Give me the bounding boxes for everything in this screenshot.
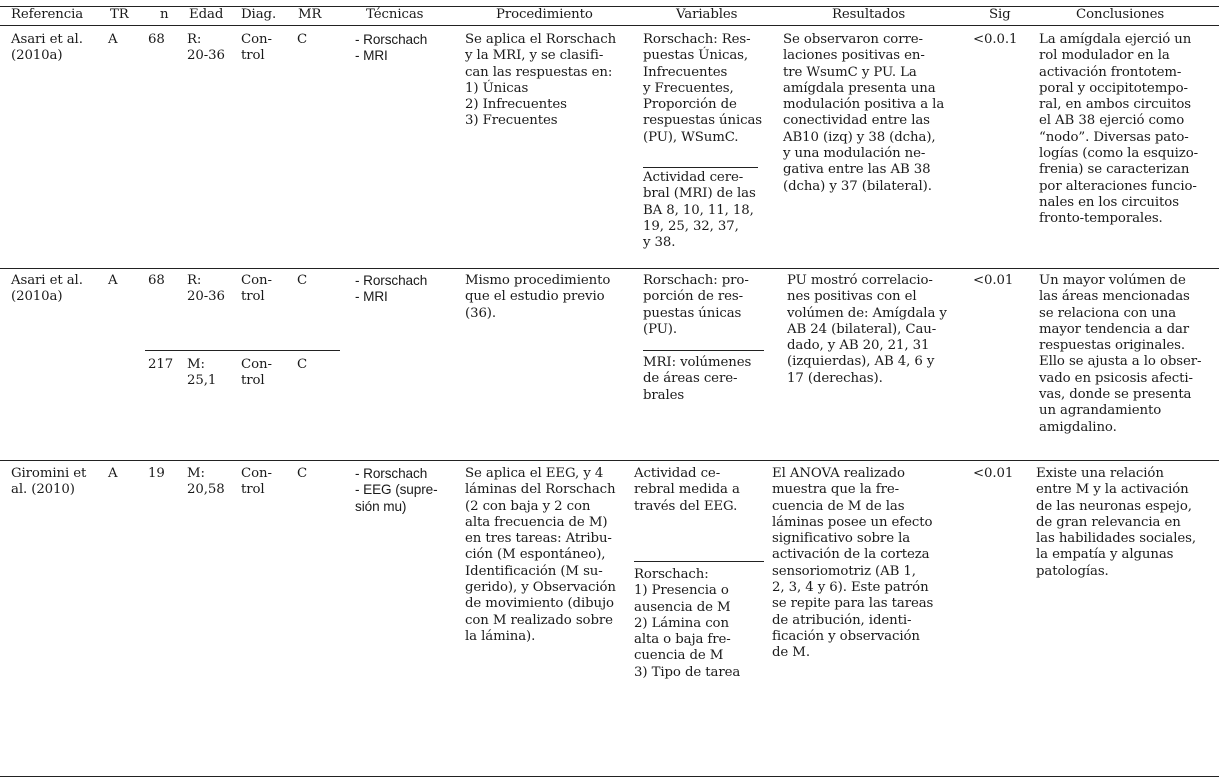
table-row-3-referencia: Giromini et al. (2010) bbox=[11, 466, 87, 498]
table-row-3-variables-a: Actividad ce- rebral medida a través del EEG. bbox=[634, 466, 740, 514]
table-row-1-sig: <0.0.1 bbox=[973, 32, 1018, 47]
table-row-3-n: 19 bbox=[148, 466, 165, 481]
table-row-2-variables-a: Rorschach: pro- porción de res- puestas únicas (PU). bbox=[643, 273, 749, 337]
table-row-1-n: 68 bbox=[148, 32, 165, 47]
table-row-3-edad: M: 20,58 bbox=[187, 466, 225, 498]
table-row-1-edad: R: 20-36 bbox=[187, 32, 225, 64]
table-row-3-sig: <0.01 bbox=[973, 466, 1014, 481]
header-tr: TR bbox=[110, 7, 129, 22]
table-row-2-edad2: M: 25,1 bbox=[187, 357, 217, 389]
header-mr: MR bbox=[298, 7, 322, 22]
row-2-subrow-rule bbox=[145, 350, 340, 351]
table-row-3-conclusiones: Existe una relación entre M y la activación de las neuronas espejo, de gran relevancia en las habilidades sociales, la empatía y algunas patologías. bbox=[1036, 466, 1196, 579]
table-row-2-n: 68 bbox=[148, 273, 165, 288]
table-row-1-resultados: Se observaron corre- laciones positivas en- tre WsumC y PU. La amígdala presenta una modulación positiva a la conectividad entre las AB10 (izq) y 38 (dcha), y una modulación ne- gativa entre las AB 38 (dcha) y 37 (bilateral). bbox=[783, 32, 945, 194]
table-row-2-diag2: Con- trol bbox=[241, 357, 272, 389]
table-row-3-tecnicas: - Rorschach - EEG (supre- sión mu) bbox=[355, 466, 438, 514]
header-conclusiones: Conclusiones bbox=[1076, 7, 1165, 22]
table-row-3-tr: A bbox=[108, 466, 118, 481]
table-row-2-variables-b: MRI: volúmenes de áreas cere- brales bbox=[643, 355, 752, 403]
table-row-1-diag: Con- trol bbox=[241, 32, 272, 64]
row-3-variables-rule bbox=[634, 561, 764, 562]
header-variables: Variables bbox=[676, 7, 738, 22]
header-sig: Sig bbox=[989, 7, 1011, 22]
header-tecnicas: Técnicas bbox=[366, 7, 424, 22]
row-1-bottom-rule bbox=[0, 268, 1219, 269]
header-n: n bbox=[160, 7, 169, 22]
table-row-3-procedimiento: Se aplica el EEG, y 4 láminas del Rorschach (2 con baja y 2 con alta frecuencia de M) en tres tareas: Atribu- ción (M espontáneo), Identificación (M su- gerido), y Observación de movimiento (dibujo con M realizado sobre la lámina). bbox=[465, 466, 616, 644]
header-bottom-rule bbox=[0, 25, 1219, 26]
table-row-2-referencia: Asari et al. (2010a) bbox=[11, 273, 83, 305]
table-row-3-mr: C bbox=[297, 466, 308, 481]
table-row-2-diag: Con- trol bbox=[241, 273, 272, 305]
table-row-1-procedimiento: Se aplica el Rorschach y la MRI, y se clasifi- can las respuestas en: 1) Únicas 2) Infrecuentes 3) Frecuentes bbox=[465, 32, 617, 129]
table-row-3-diag: Con- trol bbox=[241, 466, 272, 498]
row-1-variables-rule bbox=[643, 167, 758, 168]
table-row-1-variables-a: Rorschach: Res- puestas Únicas, Infrecuentes y Frecuentes, Proporción de respuestas únicas (PU), WSumC. bbox=[643, 32, 763, 145]
header-diag: Diag. bbox=[241, 7, 277, 22]
table-row-1-conclusiones: La amígdala ejerció un rol modulador en la activación frontotem- poral y occipitotempo- ral, en ambos circuitos el AB 38 ejerció como “nodo”. Diversas pato- logías (como la esquizo- frenia) se caracterizan por alteraciones funcio- nales en los circuitos fronto-temporales. bbox=[1039, 32, 1199, 227]
table-row-2-tecnicas: - Rorschach - MRI bbox=[355, 273, 428, 305]
table-row-3-resultados: El ANOVA realizado muestra que la fre- cuencia de M de las láminas posee un efecto significativo sobre la activación de la corteza sensoriomotriz (AB 1, 2, 3, 4 y 6). Este patrón se repite para las tareas de atribución, identi- ficación y observación de M. bbox=[772, 466, 934, 661]
table-row-2-n2: 217 bbox=[148, 357, 174, 372]
table-bottom-rule bbox=[0, 776, 1219, 777]
table-row-2-mr: C bbox=[297, 273, 308, 288]
table-row-1-tecnicas: - Rorschach - MRI bbox=[355, 32, 428, 64]
header-referencia: Referencia bbox=[11, 7, 84, 22]
table-row-3-variables-b: Rorschach: 1) Presencia o ausencia de M 2) Lámina con alta o baja fre- cuencia de M 3) Tipo de tarea bbox=[634, 567, 741, 680]
table-row-2-resultados: PU mostró correlacio- nes positivas con el volúmen de: Amígdala y AB 24 (bilateral), Cau- dado, y AB 20, 21, 31 (izquierdas), AB 4, 6 y 17 (derechas). bbox=[787, 273, 947, 386]
table-row-2-mr2: C bbox=[297, 357, 308, 372]
table-row-2-sig: <0.01 bbox=[973, 273, 1014, 288]
header-edad: Edad bbox=[189, 7, 224, 22]
table-row-2-procedimiento: Mismo procedimiento que el estudio previo (36). bbox=[465, 273, 611, 321]
table-row-2-conclusiones: Un mayor volúmen de las áreas mencionadas se relaciona con una mayor tendencia a dar respuestas originales. Ello se ajusta a lo obser- vado en psicosis afecti- vas, donde se presenta un agrandamiento amigdalino. bbox=[1039, 273, 1202, 435]
table-top-rule bbox=[0, 6, 1219, 7]
table-row-2-edad: R: 20-36 bbox=[187, 273, 225, 305]
table-row-2-tr: A bbox=[108, 273, 118, 288]
table-row-1-variables-b: Actividad cere- bral (MRI) de las BA 8, 10, 11, 18, 19, 25, 32, 37, y 38. bbox=[643, 170, 756, 251]
header-resultados: Resultados bbox=[832, 7, 906, 22]
row-2-bottom-rule bbox=[0, 460, 1219, 461]
table-row-1-referencia: Asari et al. (2010a) bbox=[11, 32, 83, 64]
table-row-1-tr: A bbox=[108, 32, 118, 47]
row-2-variables-rule bbox=[643, 350, 764, 351]
header-procedimiento: Procedimiento bbox=[496, 7, 593, 22]
table-row-1-mr: C bbox=[297, 32, 308, 47]
